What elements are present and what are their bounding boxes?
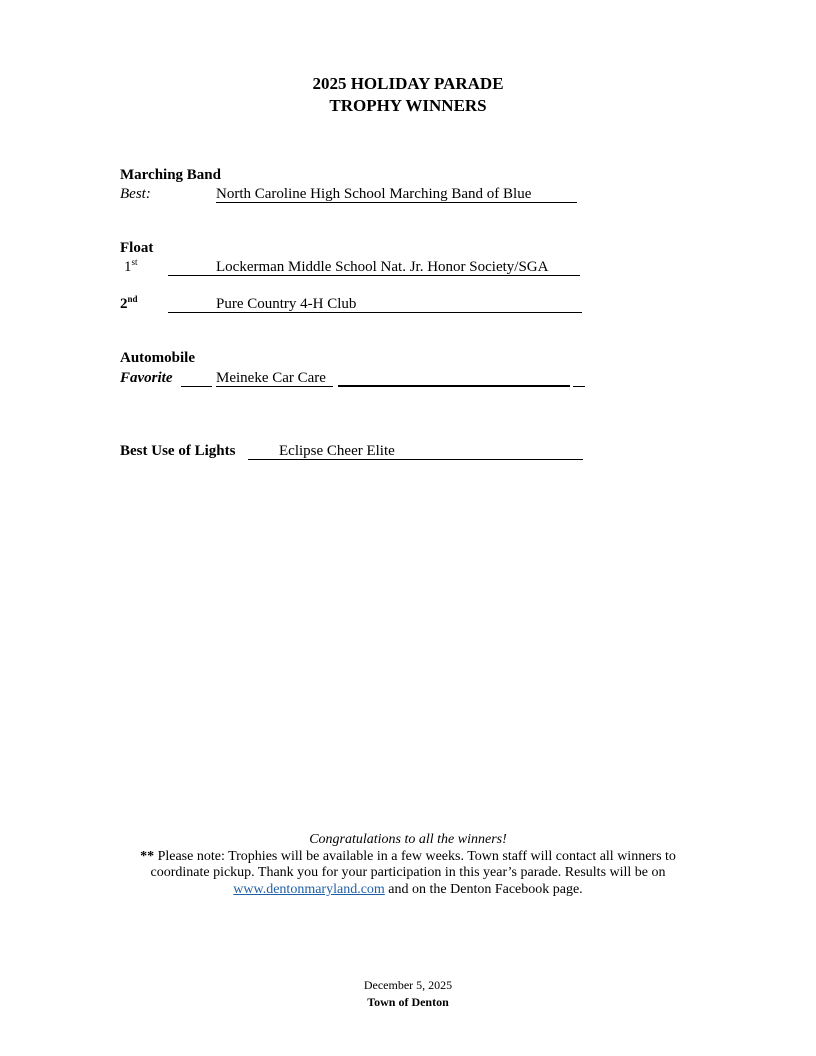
website-link[interactable]: www.dentonmaryland.com — [233, 882, 385, 897]
marching-band-label: Best: — [120, 186, 151, 202]
automobile-winner: Meineke Car Care — [216, 370, 326, 386]
automobile-tail-underline — [573, 386, 585, 387]
footer-date: December 5, 2025 — [363, 978, 453, 992]
note-line1 — [0, 849, 816, 865]
page-title-line2: TROPHY WINNERS — [329, 96, 487, 115]
page-title-line1: 2025 HOLIDAY PARADE — [312, 74, 504, 93]
footer-town: Town of Denton — [367, 995, 449, 1009]
automobile-label: Favorite — [120, 370, 173, 386]
congrats-text: Congratulations to all the winners! — [309, 832, 507, 847]
lights-label: Best Use of Lights — [120, 443, 236, 459]
automobile-winner-underline — [216, 386, 333, 387]
note-stars: ** — [140, 849, 155, 864]
float-heading: Float — [120, 240, 154, 256]
note-line1-text: Please note: Trophies will be available in a few weeks. Town staff will contact all winners to — [157, 849, 676, 864]
note-line3 — [0, 882, 816, 898]
marching-band-heading: Marching Band — [120, 167, 221, 183]
float-second-ordinal: 2nd — [120, 294, 138, 312]
automobile-heading: Automobile — [120, 350, 195, 366]
note-line2: coordinate pickup. Thank you for your participation in this year’s parade. Results will be on — [150, 865, 666, 880]
float-second-winner: Pure Country 4-H Club — [216, 296, 357, 312]
note-line3-tail: and on the Denton Facebook page. — [388, 882, 583, 897]
float-first-winner: Lockerman Middle School Nat. Jr. Honor Society/SGA — [216, 259, 549, 275]
marching-band-winner: North Caroline High School Marching Band of Blue — [216, 186, 532, 202]
lights-winner: Eclipse Cheer Elite — [279, 443, 395, 459]
marching-band-underline — [216, 202, 577, 203]
automobile-lead-underline — [181, 386, 212, 387]
float-first-ordinal: 1st — [124, 257, 138, 275]
automobile-blank-underline — [338, 385, 570, 387]
